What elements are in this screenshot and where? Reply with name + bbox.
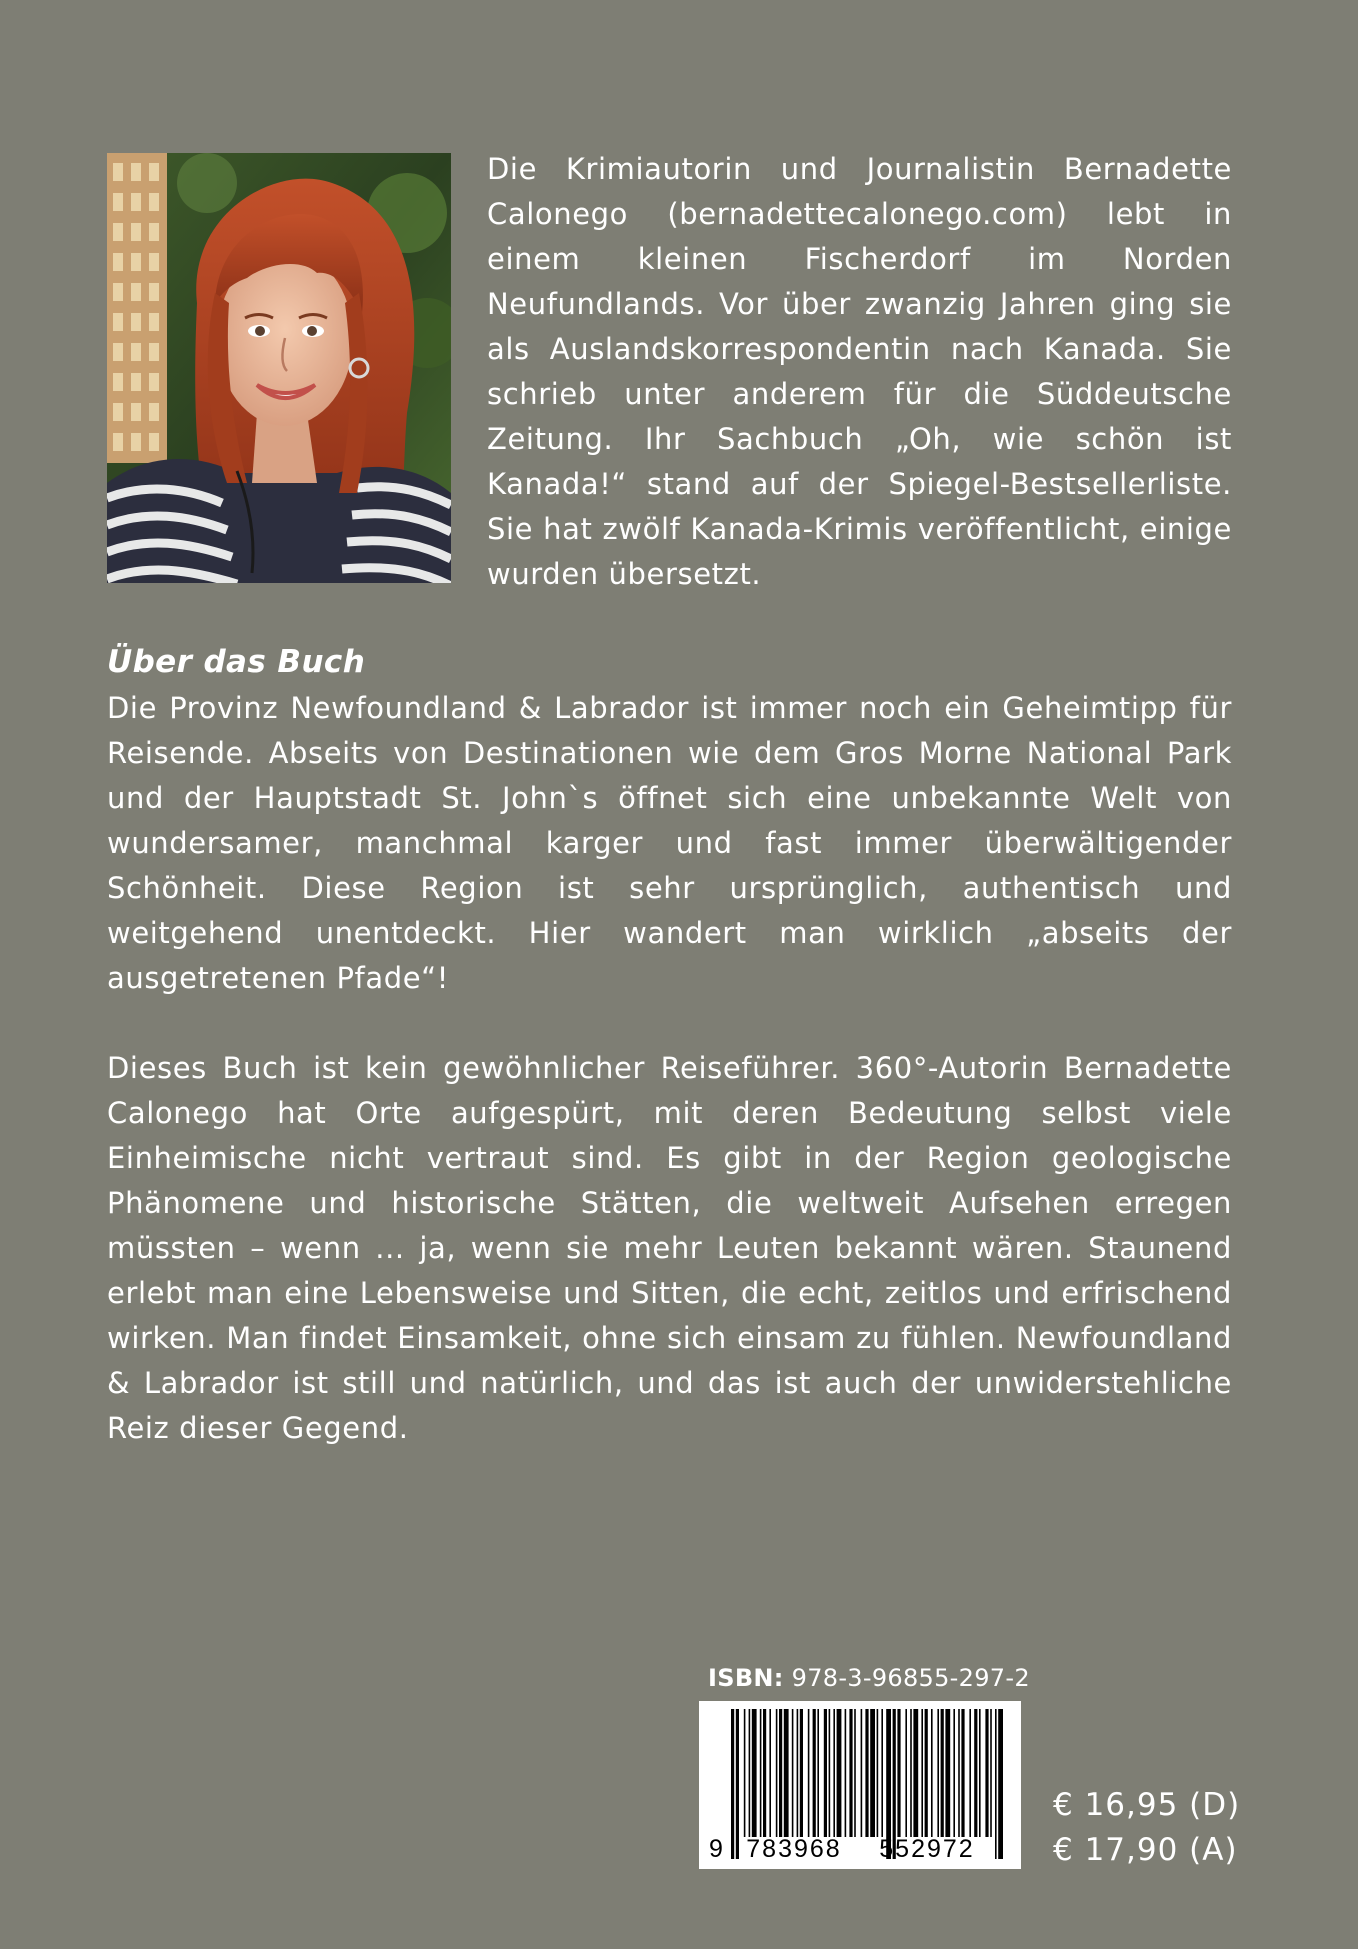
barcode-bar xyxy=(877,1709,879,1837)
barcode-bar xyxy=(953,1709,955,1837)
barcode-bar xyxy=(998,1709,1003,1859)
barcode-bar xyxy=(995,1709,997,1859)
barcode xyxy=(699,1701,1021,1869)
barcode-bar xyxy=(865,1709,868,1837)
barcode-bar xyxy=(829,1709,831,1837)
price-germany: € 16,95 (D) xyxy=(1053,1787,1241,1823)
barcode-bar xyxy=(797,1709,799,1837)
barcode-bar xyxy=(776,1709,778,1837)
about-book-heading: Über das Buch xyxy=(107,644,366,680)
barcode-bar xyxy=(990,1709,992,1837)
barcode-bar xyxy=(779,1709,782,1837)
barcode-bar xyxy=(961,1709,964,1837)
barcode-bar xyxy=(752,1709,757,1837)
barcode-bars xyxy=(699,1701,1021,1869)
barcode-bar xyxy=(897,1709,900,1837)
isbn-line xyxy=(708,1663,1030,1693)
barcode-bar xyxy=(931,1709,933,1837)
barcode-bar xyxy=(824,1709,827,1837)
barcode-bar xyxy=(985,1709,988,1837)
barcode-bar xyxy=(945,1709,950,1837)
barcode-bar xyxy=(958,1709,960,1837)
barcode-bar xyxy=(736,1709,739,1859)
barcode-digit-first: 9 xyxy=(709,1835,723,1863)
isbn-number: 978-3-96855-297-2 xyxy=(791,1664,1030,1692)
barcode-bar xyxy=(769,1709,771,1837)
barcode-digits-left: 783968 xyxy=(746,1835,842,1863)
barcode-bar xyxy=(784,1709,789,1837)
barcode-bar xyxy=(861,1709,863,1837)
barcode-bar xyxy=(910,1709,912,1837)
barcode-bar xyxy=(792,1709,794,1837)
barcode-bar xyxy=(925,1709,928,1837)
barcode-bar xyxy=(937,1709,939,1837)
barcode-bar xyxy=(800,1709,803,1837)
about-book-paragraph-2: Dieses Buch ist kein gewöhnlicher Reiseführer. 360°-Autorin Bernadette Calonego hat Orte aufgespürt, mit deren Bedeutung selbst viele Einheimische nicht vertraut sind. Es gibt in der Region geologische Phänomene und historische Stätten, die weltweit Aufsehen erregen müssten – wenn ... ja, wenn sie mehr Leuten bekannt wären. Staunend erlebt man eine Lebensweise und Sitten, die echt, zeitlos und erfrischend wirken. Man findet Einsamkeit, ohne sich einsam zu fühlen. Newfoundland & Labrador ist still und natürlich, und das ist auch der unwiderstehliche Reiz dieser Gegend. xyxy=(107,1051,1232,1445)
barcode-bar xyxy=(905,1709,907,1837)
barcode-bar xyxy=(817,1709,819,1837)
barcode-bar xyxy=(870,1709,875,1837)
barcode-bar xyxy=(833,1709,835,1837)
price-austria: € 17,90 (A) xyxy=(1053,1832,1238,1868)
barcode-bar xyxy=(849,1709,852,1837)
barcode-bar xyxy=(744,1709,746,1837)
barcode-bar xyxy=(913,1709,918,1837)
barcode-bar xyxy=(749,1709,751,1837)
barcode-bar xyxy=(813,1709,816,1837)
author-photo xyxy=(107,153,451,583)
isbn-label: ISBN: xyxy=(708,1664,784,1692)
barcode-bar xyxy=(854,1709,856,1837)
barcode-bar xyxy=(974,1709,977,1837)
barcode-bar xyxy=(845,1709,847,1837)
author-bio: Die Krimiautorin und Journalistin Bernadette Calonego (bernadettecalonego.com) lebt in einem kleinen Fischerdorf im Norden Neufundlands. Vor über zwanzig Jahren ging sie als Auslandskorrespondentin nach Kanada. Sie schrieb unter anderem für die Süddeutsche Zeitung. Ihr Sachbuch „Oh, wie schön ist Kanada!“ stand auf der Spiegel-Bestsellerliste. Sie hat zwölf Kanada-Krimis veröffentlicht, einige wurden übersetzt. xyxy=(487,152,1232,591)
barcode-digits-right: 552972 xyxy=(879,1835,975,1863)
barcode-bar xyxy=(731,1709,734,1859)
barcode-bar xyxy=(881,1709,883,1837)
author-portrait-image xyxy=(107,153,451,583)
barcode-bar xyxy=(837,1709,842,1837)
barcode-bar xyxy=(941,1709,944,1837)
barcode-bar xyxy=(921,1709,923,1837)
about-book-paragraph-1: Die Provinz Newfoundland & Labrador ist immer noch ein Geheimtipp für Reisende. Abseits von Destinationen wie dem Gros Morne National Park und der Hauptstadt St. John`s öffnet sich eine unbekannte Welt von wundersamer, manchmal karger und fast immer überwältigender Schönheit. Diese Region ist sehr ursprünglich, authentisch und weitgehend unentdeckt. Hier wandert man wirklich „abseits der ausgetretenen Pfade“! xyxy=(107,691,1232,995)
barcode-bar xyxy=(969,1709,971,1837)
barcode-bar xyxy=(808,1709,810,1837)
barcode-bar xyxy=(760,1709,762,1837)
barcode-bar xyxy=(763,1709,766,1837)
barcode-bar xyxy=(979,1709,981,1837)
